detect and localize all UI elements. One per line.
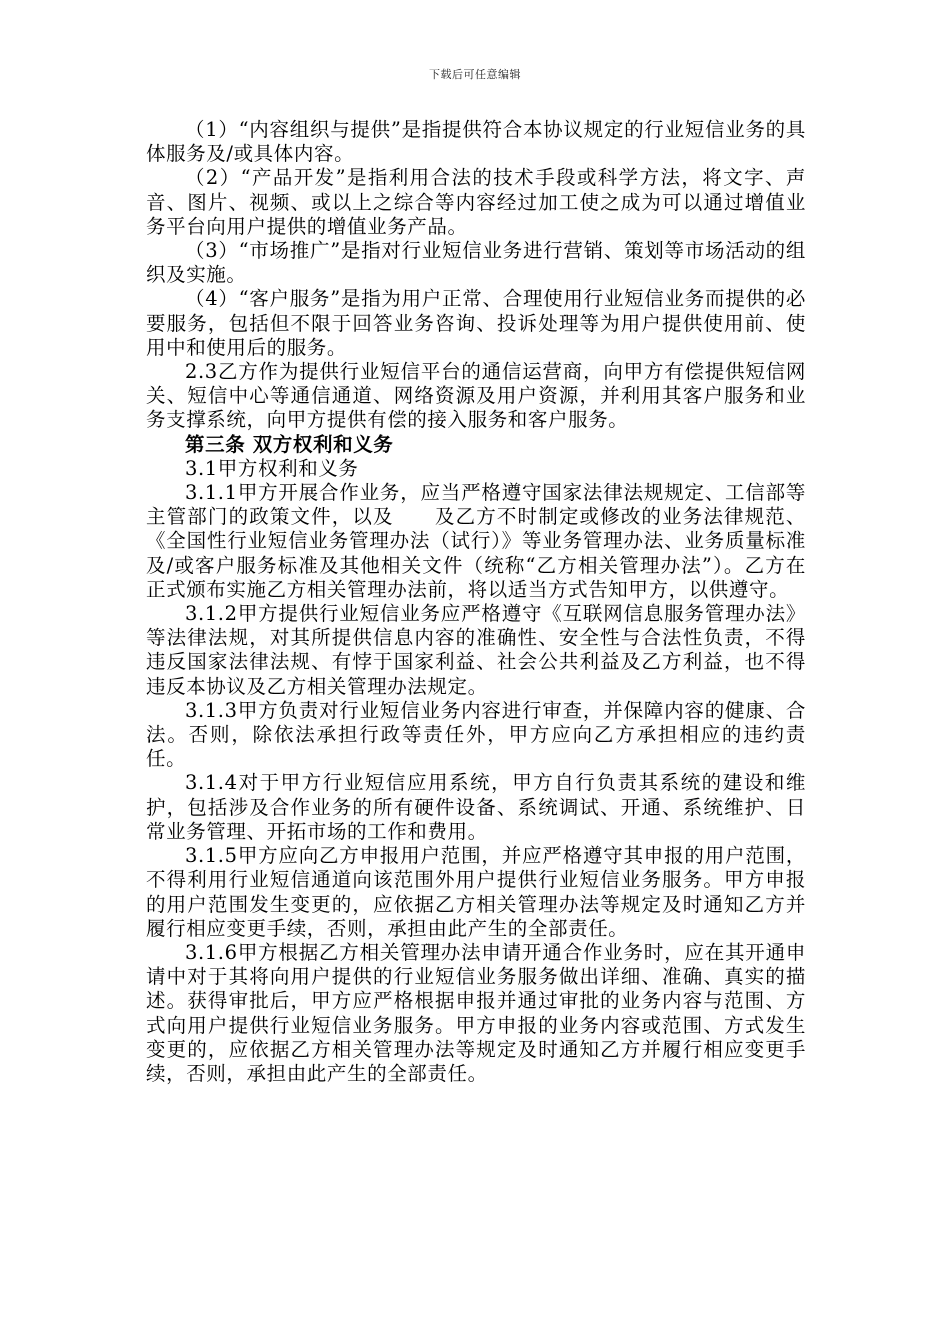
definition-content-provision: （1）“内容组织与提供”是指提供符合本协议规定的行业短信业务的具体服务及/或具体内容。 bbox=[146, 118, 806, 166]
clause-3-1-heading: 3.1甲方权利和义务 bbox=[185, 456, 359, 480]
clause-3-1-5: 3.1.5甲方应向乙方申报用户范围，并应严格遵守其申报的用户范围，不得利用行业短信通道向该范围外用户提供行业短信业务服务。甲方申报的用户范围发生变更的，应依据乙方相关管理办法等规定及时通知乙方并履行相应变更手续，否则，承担由此产生的全部责任。 bbox=[146, 844, 806, 940]
clause-3-1-4: 3.1.4对于甲方行业短信应用系统，甲方自行负责其系统的建设和维护，包括涉及合作业务的所有硬件设备、系统调试、开通、系统维护、日常业务管理、开拓市场的工作和费用。 bbox=[146, 771, 806, 843]
page-header-note: 下载后可任意编辑 bbox=[429, 68, 521, 81]
clause-2-3: 2.3乙方作为提供行业短信平台的通信运营商，向甲方有偿提供短信网关、短信中心等通信通道、网络资源及用户资源，并利用其客户服务和业务支撑系统，向甲方提供有偿的接入服务和客户服务。 bbox=[146, 360, 806, 432]
definition-product-development: （2）“产品开发”是指利用合法的技术手段或科学方法，将文字、声音、图片、视频、或以上之综合等内容经过加工使之成为可以通过增值业务平台向用户提供的增值业务产品。 bbox=[146, 166, 806, 238]
clause-3-1-1: 3.1.1甲方开展合作业务，应当严格遵守国家法律法规规定、工信部等主管部门的政策文件，以及 及乙方不时制定或修改的业务法律规范、《全国性行业短信业务管理办法（试行）》等业务管理办法、业务质量标准及/或客户服务标准及其他相关文件（统称“乙方相关管理办法”）。乙方在正式颁布实施乙方相关管理办法前，将以适当方式告知甲方，以供遵守。 bbox=[146, 481, 806, 601]
definition-market-promotion: （3）“市场推广”是指对行业短信业务进行营销、策划等市场活动的组织及实施。 bbox=[146, 239, 806, 287]
clause-3-1-6: 3.1.6甲方根据乙方相关管理办法申请开通合作业务时，应在其开通申请中对于其将向用户提供的行业短信业务服务做出详细、准确、真实的描述。获得审批后，甲方应严格根据申报并通过审批的业务内容与范围、方式向用户提供行业短信业务服务。甲方申报的业务内容或范围、方式发生变更的，应依据乙方相关管理办法等规定及时通知乙方并履行相应变更手续，否则，承担由此产生的全部责任。 bbox=[146, 940, 806, 1085]
clause-3-1-2: 3.1.2甲方提供行业短信业务应严格遵守《互联网信息服务管理办法》等法律法规，对其所提供信息内容的准确性、安全性与合法性负责，不得违反国家法律法规、有悖于国家利益、社会公共利益及乙方利益，也不得违反本协议及乙方相关管理办法规定。 bbox=[146, 602, 806, 698]
document-body bbox=[146, 118, 806, 1086]
clause-3-1-3: 3.1.3甲方负责对行业短信业务内容进行审查，并保障内容的健康、合法。否则，除依法承担行政等责任外，甲方应向乙方承担相应的违约责任。 bbox=[146, 698, 806, 771]
definition-customer-service: （4）“客户服务”是指为用户正常、合理使用行业短信业务而提供的必要服务，包括但不限于回答业务咨询、投诉处理等为用户提供使用前、使用中和使用后的服务。 bbox=[146, 287, 806, 359]
section-title-article-3: 第三条 双方权利和义务 bbox=[185, 432, 394, 456]
